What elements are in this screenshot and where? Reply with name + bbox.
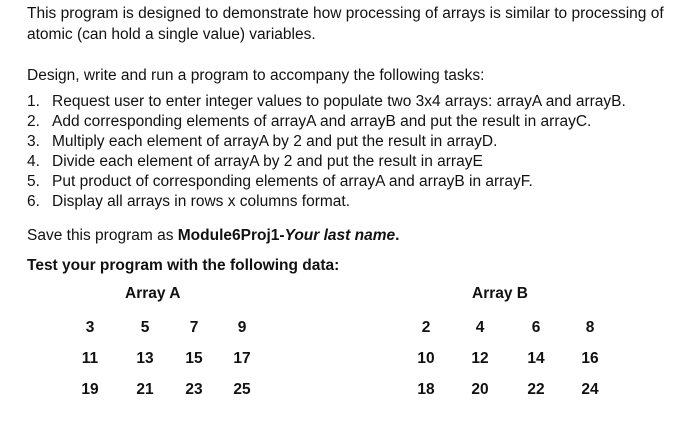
save-filename: Module6Proj1-: [177, 227, 285, 244]
array-b-cell: 6: [531, 319, 541, 336]
array-b-cell: 22: [527, 381, 545, 398]
intro-paragraph: This program is designed to demonstrate how processing of arrays is similar to processing of atomic (can hold a single value) variables.: [27, 5, 664, 43]
array-a-cell: 17: [233, 350, 251, 367]
array-a-cell: 3: [85, 319, 95, 336]
array-a-cell: 25: [233, 381, 251, 398]
array-a-cell: 11: [81, 350, 99, 367]
array-b-cell: 14: [527, 350, 545, 367]
array-b-title: Array B: [472, 285, 528, 302]
task-text: Request user to enter integer values to populate two 3x4 arrays: arrayA and arrayB.: [52, 93, 626, 110]
array-b-cell: 12: [471, 350, 489, 367]
task-number: 3.: [27, 133, 40, 150]
save-lastname: Your last name: [284, 227, 396, 244]
task-list: [27, 92, 687, 212]
array-b-cell: 2: [421, 319, 431, 336]
array-a-title: Array A: [125, 285, 181, 302]
task-text: Add corresponding elements of arrayA and arrayB and put the result in arrayC.: [52, 113, 592, 130]
task-text: Display all arrays in rows x columns format.: [52, 193, 351, 210]
task-number: 4.: [27, 153, 40, 170]
task-text: Multiply each element of arrayA by 2 and put the result in arrayD.: [52, 133, 498, 150]
save-instruction: [27, 226, 399, 246]
task-number: 5.: [27, 173, 40, 190]
array-a-cell: 15: [185, 350, 203, 367]
save-period: .: [395, 227, 400, 244]
array-b-cell: 4: [475, 319, 485, 336]
array-a-cell: 5: [140, 319, 150, 336]
task-item: [27, 152, 687, 172]
array-b-cell: 18: [417, 381, 435, 398]
array-a-cell: 7: [189, 319, 199, 336]
array-a-cell: 19: [81, 381, 99, 398]
task-item: [27, 192, 687, 212]
array-b-cell: 8: [585, 319, 595, 336]
task-number: 2.: [27, 113, 40, 130]
save-prefix: Save this program as: [27, 227, 178, 244]
array-b-cell: 24: [581, 381, 599, 398]
array-b-cell: 16: [581, 350, 599, 367]
test-heading: Test your program with the following data:: [27, 257, 340, 274]
task-text: Divide each element of arrayA by 2 and put the result in arrayE: [52, 153, 483, 170]
tasks-lead: Design, write and run a program to accompany the following tasks:: [27, 67, 485, 84]
array-b-cell: 20: [471, 381, 489, 398]
task-item: [27, 172, 687, 192]
array-a-cell: 21: [136, 381, 154, 398]
task-item: [27, 132, 687, 152]
array-a-cell: 23: [185, 381, 203, 398]
task-number: 1.: [27, 93, 40, 110]
task-text: Put product of corresponding elements of arrayA and arrayB in arrayF.: [52, 173, 533, 190]
task-item: [27, 112, 687, 132]
task-item: [27, 92, 687, 112]
task-number: 6.: [27, 193, 40, 210]
array-a-cell: 13: [136, 350, 154, 367]
array-a-cell: 9: [237, 319, 247, 336]
array-b-cell: 10: [417, 350, 435, 367]
